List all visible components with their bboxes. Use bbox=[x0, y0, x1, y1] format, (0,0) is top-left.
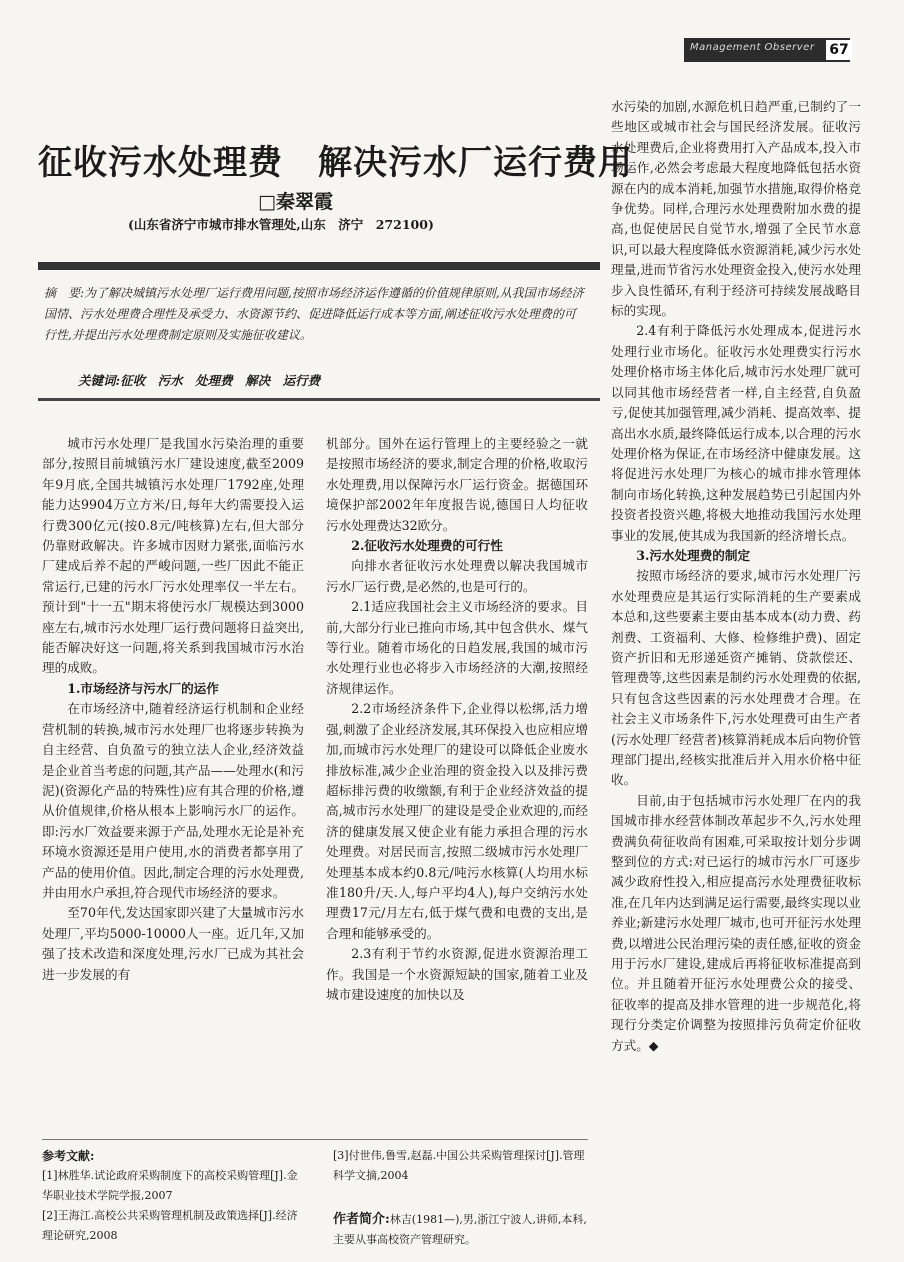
article-title: 征收污水处理费 解决污水厂运行费用 bbox=[38, 143, 633, 183]
author-bio-label: 作者简介: bbox=[333, 1212, 390, 1227]
section-heading-1: 1.市场经济与污水厂的运作 bbox=[67, 680, 219, 696]
author-bio bbox=[333, 1210, 588, 1250]
divider-thin bbox=[38, 398, 600, 401]
reference-item: [1]林胜华.试论政府采购制度下的高校采购管理[J].金华职业技术学院学报,2007 bbox=[42, 1169, 298, 1202]
references-divider bbox=[42, 1139, 588, 1140]
reference-item: [3]付世伟,鲁雪,赵磊.中国公共采购管理探讨[J].管理科学文摘,2004 bbox=[333, 1149, 585, 1182]
affiliation: (山东省济宁市城市排水管理处,山东 济宁 272100) bbox=[128, 217, 434, 232]
keywords: 关键词:征收 污水 处理费 解决 运行费 bbox=[78, 373, 321, 388]
paragraph: 城市污水处理厂是我国水污染治理的重要部分,按照目前城镇污水厂建设速度,截至2009年9月底,全国共城镇污水处理厂1792座,处理能力达9904万立方米/日,每年大约需要投入运行费300亿元(按0.8元/吨核算)左右,但大部分仍靠财政解决。许多城市因财力紧张,面临污水厂建成后养不起的严峻问题,一些厂因此不能正常运行,已建的污水厂污水处理率仅一半左右。预计到"十一五"期末将使污水厂规模达到3000座左右,城市污水处理厂运行费问题将日益突出,能否解决好这一问题,将关系到我国城市污水治理的成败。 bbox=[42, 436, 304, 676]
paragraph: 2.4有利于降低污水处理成本,促进污水处理行业市场化。征收污水处理费实行污水处理价格市场主体化后,城市污水处理厂就可以同其他市场经营者一样,自主经营,自负盈亏,促使其加强管理,减少消耗、提高效率、提高出水水质,最终降低运行成本,以合理的污水处理价格为保证,在市场经济中健康发展。这将促进污水处理厂为核心的城市排水管理体制向市场化转换,这种发展趋势已引起国内外投资者投资兴趣,将极大地推动我国污水处理事业的发展,使其成为我国新的经济增长点。 bbox=[611, 323, 861, 543]
paragraph: 机部分。国外在运行管理上的主要经验之一就是按照市场经济的要求,制定合理的价格,收取污水处理费,用以保障污水厂运行资金。据德国环境保护部2002年年度报告说,德国日人均征收污水处理费达32欧分。 bbox=[326, 436, 588, 533]
reference-item: [2]王海江.高校公共采购管理机制及政策选择[J].经济理论研究,2008 bbox=[42, 1209, 298, 1242]
references-continued bbox=[333, 1146, 588, 1186]
divider-thick bbox=[38, 262, 600, 270]
paragraph: 按照市场经济的要求,城市污水处理厂污水处理费应是其运行实际消耗的生产要素成本总和,这些要素主要由基本成本(动力费、药剂费、工资福利、大修、检修维护费)、固定资产折旧和无形递延资产摊销、贷款偿还、管理费等,这些因素是制约污水处理费的依据,只有包含这些因素的污水处理费才合理。在社会主义市场条件下,污水处理费可由生产者(污水处理厂经营者)核算消耗成本后向物价管理部门提出,经核实批准后并入用水价格中征收。 bbox=[611, 568, 861, 788]
paragraph: 向排水者征收污水处理费以解决我国城市污水厂运行费,是必然的,也是可行的。 bbox=[326, 558, 588, 594]
column-1 bbox=[42, 434, 304, 985]
author-bio-text: 林吉(1981—),男,浙江宁波人,讲师,本科,主要从事高校资产管理研究。 bbox=[333, 1213, 587, 1246]
page-number: 67 bbox=[826, 40, 852, 60]
author: □秦翠霞 bbox=[258, 191, 333, 213]
references-title: 参考文献: bbox=[42, 1149, 95, 1163]
section-heading-2: 2.征收污水处理费的可行性 bbox=[351, 538, 503, 554]
section-heading-3: 3.污水处理费的制定 bbox=[636, 547, 751, 563]
paragraph: 目前,由于包括城市污水处理厂在内的我国城市排水经营体制改革起步不久,污水处理费满负荷征收尚有困难,可采取按计划分步调整到位的方式:对已运行的城市污水厂可逐步减少政府性投入,相应提高污水处理费征收标准,在几年内达到满足运行需要,最终实现以业养业;新建污水处理厂城市,也可开征污水处理费,以增进公民治理污染的责任感,征收的资金用于污水厂建设,建成后再将征收标准提高到位。并且随着开征污水处理费公众的接受、征收率的提高及排水管理的进一步规范化,将现行分类定价调整为按照排污负荷定价征收方式。◆ bbox=[611, 792, 861, 1053]
paragraph: 2.1适应我国社会主义市场经济的要求。目前,大部分行业已推向市场,其中包含供水、煤气等行业。随着市场化的日趋发展,我国的城市污水处理行业也必将步入市场经济的大潮,按照经济规律运作。 bbox=[326, 599, 588, 696]
abstract: 摘 要:为了解决城镇污水处理厂运行费用问题,按照市场经济运作遵循的价值规律原则,从我国市场经济国情、污水处理费合理性及承受力、水资源节约、促进降低运行成本等方面,阐述征收污水处理费的可行性,并提出污水处理费制定原则及实施征收建议。 bbox=[44, 286, 584, 342]
paragraph: 2.3有利于节约水资源,促进水资源治理工作。我国是一个水资源短缺的国家,随着工业及城市建设速度的加快以及 bbox=[326, 946, 588, 1002]
journal-name: Management Observer bbox=[690, 42, 815, 53]
paragraph: 在市场经济中,随着经济运行机制和企业经营机制的转换,城市污水处理厂也将逐步转换为自主经营、自负盈亏的独立法人企业,经济效益是企业首当考虑的问题,其产品——处理水(和污泥)(资源化产品的特殊性)应有其合理的价格,遵从价值规律,价格从根本上影响污水厂的运作。即:污水厂效益要来源于产品,处理水无论是补充环境水资源还是用户使用,水的消费者都享用了产品的使用价值。因此,制定合理的污水处理费,并由用水户承担,符合现代市场经济的要求。 bbox=[42, 701, 304, 900]
references bbox=[42, 1146, 304, 1246]
column-3 bbox=[611, 97, 861, 1056]
column-2 bbox=[326, 434, 588, 1005]
paragraph: 2.2市场经济条件下,企业得以松绑,活力增强,刺激了企业经济发展,其环保投入也应相应增加,而城市污水处理厂的建设可以降低企业废水排放标准,减少企业治理的资金投入以及排污费超标排污费的收缴额,有利于企业经济效益的提高,城市污水处理厂的建设是受企业欢迎的,而经济的健康发展又使企业有能力承担合理的污水处理费。对居民而言,按照二级城市污水处理厂处理基本成本约0.8元/吨污水核算(人均用水标准180升/天.人,每户平均4人),每户交纳污水处理费17元/月左右,低于煤气费和电费的支出,是合理和能够承受的。 bbox=[326, 701, 588, 941]
paragraph: 水污染的加剧,水源危机日趋严重,已制约了一些地区或城市社会与国民经济发展。征收污水处理费后,企业将费用打入产品成本,投入市场运作,必然会考虑最大程度地降低包括水资源在内的成本消耗,加强节水措施,取得价格竞争优势。同样,合理污水处理费附加水费的提高,也促使居民自觉节水,增强了全民节水意识,可以最大程度降低水资源消耗,减少污水处理量,进而节省污水处理资金投入,使污水处理步入良性循环,有利于经济可持续发展战略目标的实现。 bbox=[611, 99, 861, 319]
paragraph: 至70年代,发达国家即兴建了大量城市污水处理厂,平均5000-10000人一座。近几年,又加强了技术改造和深度处理,污水厂已成为其社会进一步发展的有 bbox=[42, 905, 304, 982]
